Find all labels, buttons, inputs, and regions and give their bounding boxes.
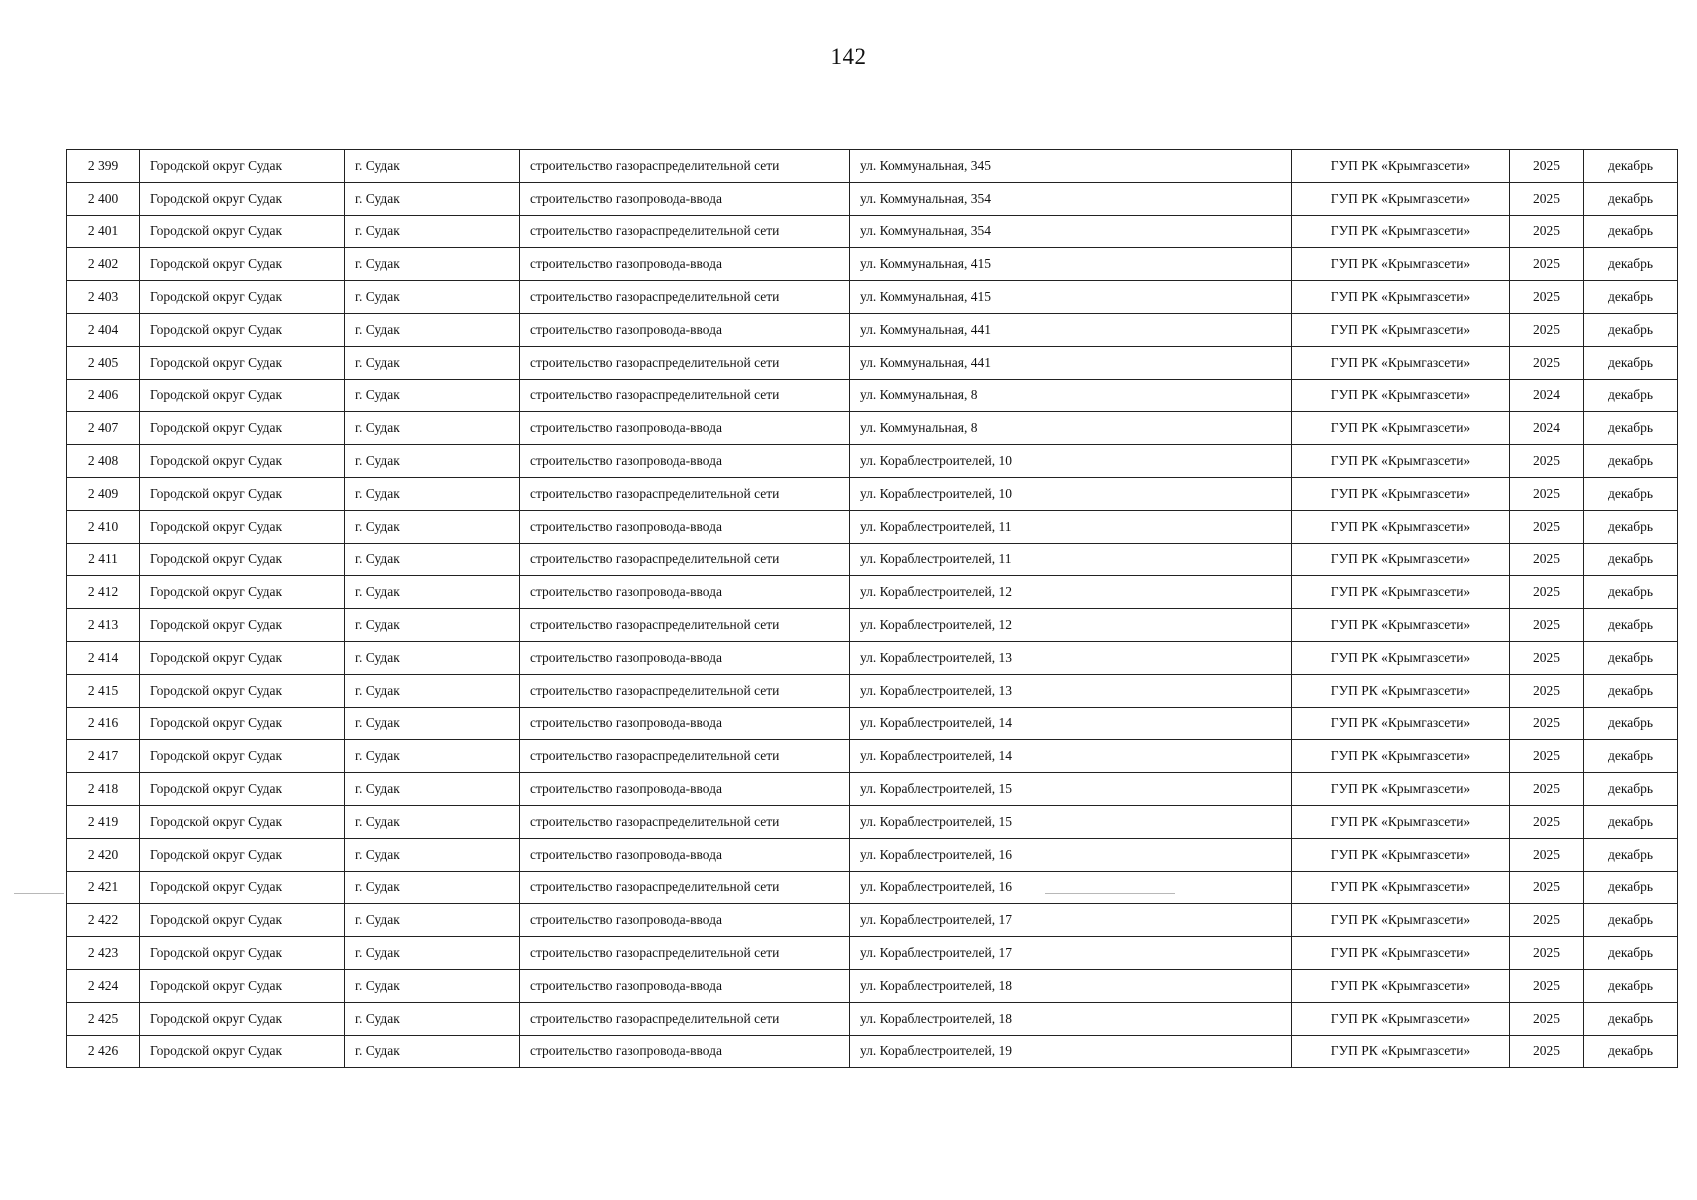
cell-number: 2 419	[67, 805, 140, 838]
cell-number: 2 417	[67, 740, 140, 773]
cell-year: 2025	[1510, 1002, 1584, 1035]
cell-number: 2 420	[67, 838, 140, 871]
cell-number: 2 402	[67, 248, 140, 281]
cell-number: 2 424	[67, 969, 140, 1002]
cell-month: декабрь	[1584, 477, 1678, 510]
cell-address: ул. Коммунальная, 415	[850, 281, 1292, 314]
cell-district: Городской округ Судак	[140, 609, 345, 642]
cell-district: Городской округ Судак	[140, 215, 345, 248]
cell-address: ул. Коммунальная, 8	[850, 412, 1292, 445]
cell-address: ул. Кораблестроителей, 16	[850, 871, 1292, 904]
cell-address: ул. Кораблестроителей, 12	[850, 576, 1292, 609]
cell-district: Городской округ Судак	[140, 1002, 345, 1035]
cell-organization: ГУП РК «Крымгазсети»	[1292, 1002, 1510, 1035]
cell-number: 2 426	[67, 1035, 140, 1068]
cell-address: ул. Коммунальная, 441	[850, 346, 1292, 379]
cell-locality: г. Судак	[345, 215, 520, 248]
cell-year: 2024	[1510, 379, 1584, 412]
table-row	[67, 1035, 1678, 1068]
cell-address: ул. Кораблестроителей, 13	[850, 641, 1292, 674]
cell-work-type: строительство газораспределительной сети	[520, 871, 850, 904]
cell-month: декабрь	[1584, 576, 1678, 609]
cell-year: 2025	[1510, 674, 1584, 707]
cell-number: 2 421	[67, 871, 140, 904]
cell-month: декабрь	[1584, 674, 1678, 707]
cell-locality: г. Судак	[345, 609, 520, 642]
cell-year: 2025	[1510, 281, 1584, 314]
cell-work-type: строительство газораспределительной сети	[520, 805, 850, 838]
cell-locality: г. Судак	[345, 641, 520, 674]
cell-district: Городской округ Судак	[140, 313, 345, 346]
cell-work-type: строительство газораспределительной сети	[520, 609, 850, 642]
cell-locality: г. Судак	[345, 379, 520, 412]
cell-district: Городской округ Судак	[140, 773, 345, 806]
cell-month: декабрь	[1584, 871, 1678, 904]
table-row	[67, 805, 1678, 838]
cell-address: ул. Кораблестроителей, 15	[850, 773, 1292, 806]
cell-year: 2024	[1510, 412, 1584, 445]
cell-address: ул. Коммунальная, 415	[850, 248, 1292, 281]
cell-district: Городской округ Судак	[140, 182, 345, 215]
cell-work-type: строительство газораспределительной сети	[520, 281, 850, 314]
cell-address: ул. Кораблестроителей, 17	[850, 904, 1292, 937]
cell-year: 2025	[1510, 510, 1584, 543]
cell-address: ул. Кораблестроителей, 18	[850, 1002, 1292, 1035]
cell-work-type: строительство газораспределительной сети	[520, 543, 850, 576]
cell-number: 2 411	[67, 543, 140, 576]
cell-district: Городской округ Судак	[140, 641, 345, 674]
cell-organization: ГУП РК «Крымгазсети»	[1292, 937, 1510, 970]
cell-work-type: строительство газораспределительной сети	[520, 379, 850, 412]
cell-district: Городской округ Судак	[140, 379, 345, 412]
cell-number: 2 416	[67, 707, 140, 740]
table-row	[67, 937, 1678, 970]
cell-work-type: строительство газопровода-ввода	[520, 445, 850, 478]
cell-locality: г. Судак	[345, 740, 520, 773]
cell-work-type: строительство газопровода-ввода	[520, 707, 850, 740]
cell-locality: г. Судак	[345, 969, 520, 1002]
cell-address: ул. Коммунальная, 8	[850, 379, 1292, 412]
cell-locality: г. Судак	[345, 346, 520, 379]
cell-district: Городской округ Судак	[140, 510, 345, 543]
cell-year: 2025	[1510, 543, 1584, 576]
table-row	[67, 150, 1678, 183]
cell-district: Городской округ Судак	[140, 904, 345, 937]
cell-district: Городской округ Судак	[140, 871, 345, 904]
cell-district: Городской округ Судак	[140, 346, 345, 379]
cell-year: 2025	[1510, 215, 1584, 248]
table-body	[67, 150, 1678, 1068]
cell-district: Городской округ Судак	[140, 838, 345, 871]
cell-district: Городской округ Судак	[140, 805, 345, 838]
cell-month: декабрь	[1584, 904, 1678, 937]
cell-month: декабрь	[1584, 543, 1678, 576]
cell-number: 2 422	[67, 904, 140, 937]
cell-number: 2 418	[67, 773, 140, 806]
cell-month: декабрь	[1584, 1035, 1678, 1068]
cell-address: ул. Кораблестроителей, 10	[850, 445, 1292, 478]
cell-year: 2025	[1510, 346, 1584, 379]
cell-work-type: строительство газораспределительной сети	[520, 1002, 850, 1035]
cell-month: декабрь	[1584, 182, 1678, 215]
cell-work-type: строительство газопровода-ввода	[520, 773, 850, 806]
cell-address: ул. Коммунальная, 354	[850, 215, 1292, 248]
cell-district: Городской округ Судак	[140, 1035, 345, 1068]
table-row	[67, 182, 1678, 215]
cell-organization: ГУП РК «Крымгазсети»	[1292, 969, 1510, 1002]
table-row	[67, 1002, 1678, 1035]
table-row	[67, 379, 1678, 412]
cell-address: ул. Кораблестроителей, 17	[850, 937, 1292, 970]
cell-year: 2025	[1510, 740, 1584, 773]
cell-district: Городской округ Судак	[140, 477, 345, 510]
cell-locality: г. Судак	[345, 150, 520, 183]
cell-work-type: строительство газораспределительной сети	[520, 740, 850, 773]
cell-address: ул. Кораблестроителей, 10	[850, 477, 1292, 510]
cell-year: 2025	[1510, 805, 1584, 838]
cell-year: 2025	[1510, 641, 1584, 674]
cell-address: ул. Кораблестроителей, 18	[850, 969, 1292, 1002]
cell-address: ул. Кораблестроителей, 19	[850, 1035, 1292, 1068]
table-row	[67, 576, 1678, 609]
cell-work-type: строительство газопровода-ввода	[520, 1035, 850, 1068]
cell-district: Городской округ Судак	[140, 543, 345, 576]
cell-locality: г. Судак	[345, 904, 520, 937]
cell-month: декабрь	[1584, 248, 1678, 281]
cell-organization: ГУП РК «Крымгазсети»	[1292, 805, 1510, 838]
cell-address: ул. Кораблестроителей, 15	[850, 805, 1292, 838]
cell-year: 2025	[1510, 838, 1584, 871]
cell-organization: ГУП РК «Крымгазсети»	[1292, 477, 1510, 510]
cell-year: 2025	[1510, 182, 1584, 215]
cell-organization: ГУП РК «Крымгазсети»	[1292, 215, 1510, 248]
cell-number: 2 423	[67, 937, 140, 970]
cell-organization: ГУП РК «Крымгазсети»	[1292, 248, 1510, 281]
cell-organization: ГУП РК «Крымгазсети»	[1292, 412, 1510, 445]
cell-number: 2 415	[67, 674, 140, 707]
cell-month: декабрь	[1584, 838, 1678, 871]
table-row	[67, 281, 1678, 314]
table-row	[67, 969, 1678, 1002]
cell-locality: г. Судак	[345, 510, 520, 543]
table-row	[67, 412, 1678, 445]
cell-district: Городской округ Судак	[140, 740, 345, 773]
cell-locality: г. Судак	[345, 1035, 520, 1068]
cell-month: декабрь	[1584, 510, 1678, 543]
cell-work-type: строительство газопровода-ввода	[520, 576, 850, 609]
cell-work-type: строительство газопровода-ввода	[520, 313, 850, 346]
cell-number: 2 410	[67, 510, 140, 543]
cell-locality: г. Судак	[345, 773, 520, 806]
cell-work-type: строительство газопровода-ввода	[520, 838, 850, 871]
cell-work-type: строительство газопровода-ввода	[520, 641, 850, 674]
cell-number: 2 406	[67, 379, 140, 412]
cell-year: 2025	[1510, 609, 1584, 642]
table-row	[67, 248, 1678, 281]
cell-month: декабрь	[1584, 937, 1678, 970]
cell-organization: ГУП РК «Крымгазсети»	[1292, 707, 1510, 740]
table-row	[67, 445, 1678, 478]
cell-work-type: строительство газораспределительной сети	[520, 937, 850, 970]
cell-month: декабрь	[1584, 609, 1678, 642]
cell-number: 2 407	[67, 412, 140, 445]
cell-work-type: строительство газопровода-ввода	[520, 510, 850, 543]
cell-organization: ГУП РК «Крымгазсети»	[1292, 674, 1510, 707]
cell-address: ул. Коммунальная, 345	[850, 150, 1292, 183]
cell-number: 2 400	[67, 182, 140, 215]
cell-month: декабрь	[1584, 150, 1678, 183]
cell-month: декабрь	[1584, 773, 1678, 806]
cell-organization: ГУП РК «Крымгазсети»	[1292, 313, 1510, 346]
cell-locality: г. Судак	[345, 838, 520, 871]
table-row	[67, 215, 1678, 248]
cell-year: 2025	[1510, 313, 1584, 346]
cell-work-type: строительство газопровода-ввода	[520, 248, 850, 281]
cell-number: 2 403	[67, 281, 140, 314]
cell-locality: г. Судак	[345, 1002, 520, 1035]
cell-address: ул. Кораблестроителей, 14	[850, 740, 1292, 773]
cell-organization: ГУП РК «Крымгазсети»	[1292, 445, 1510, 478]
cell-locality: г. Судак	[345, 412, 520, 445]
cell-month: декабрь	[1584, 641, 1678, 674]
cell-work-type: строительство газопровода-ввода	[520, 182, 850, 215]
cell-locality: г. Судак	[345, 281, 520, 314]
cell-address: ул. Кораблестроителей, 14	[850, 707, 1292, 740]
cell-district: Городской округ Судак	[140, 445, 345, 478]
cell-work-type: строительство газопровода-ввода	[520, 904, 850, 937]
cell-organization: ГУП РК «Крымгазсети»	[1292, 543, 1510, 576]
cell-locality: г. Судак	[345, 477, 520, 510]
cell-organization: ГУП РК «Крымгазсети»	[1292, 838, 1510, 871]
scan-artifact	[14, 893, 64, 894]
cell-work-type: строительство газораспределительной сети	[520, 215, 850, 248]
cell-year: 2025	[1510, 477, 1584, 510]
cell-organization: ГУП РК «Крымгазсети»	[1292, 281, 1510, 314]
cell-locality: г. Судак	[345, 182, 520, 215]
cell-number: 2 412	[67, 576, 140, 609]
cell-year: 2025	[1510, 871, 1584, 904]
cell-district: Городской округ Судак	[140, 281, 345, 314]
cell-organization: ГУП РК «Крымгазсети»	[1292, 379, 1510, 412]
cell-number: 2 425	[67, 1002, 140, 1035]
cell-locality: г. Судак	[345, 313, 520, 346]
cell-address: ул. Коммунальная, 441	[850, 313, 1292, 346]
cell-locality: г. Судак	[345, 248, 520, 281]
table-row	[67, 674, 1678, 707]
cell-number: 2 409	[67, 477, 140, 510]
cell-organization: ГУП РК «Крымгазсети»	[1292, 1035, 1510, 1068]
cell-work-type: строительство газораспределительной сети	[520, 150, 850, 183]
cell-month: декабрь	[1584, 313, 1678, 346]
cell-district: Городской округ Судак	[140, 576, 345, 609]
cell-month: декабрь	[1584, 969, 1678, 1002]
cell-month: декабрь	[1584, 346, 1678, 379]
cell-number: 2 401	[67, 215, 140, 248]
cell-organization: ГУП РК «Крымгазсети»	[1292, 182, 1510, 215]
cell-number: 2 408	[67, 445, 140, 478]
cell-month: декабрь	[1584, 1002, 1678, 1035]
table-row	[67, 838, 1678, 871]
table-row	[67, 707, 1678, 740]
cell-year: 2025	[1510, 150, 1584, 183]
cell-month: декабрь	[1584, 707, 1678, 740]
cell-organization: ГУП РК «Крымгазсети»	[1292, 904, 1510, 937]
cell-address: ул. Кораблестроителей, 11	[850, 543, 1292, 576]
cell-district: Городской округ Судак	[140, 707, 345, 740]
cell-organization: ГУП РК «Крымгазсети»	[1292, 346, 1510, 379]
cell-month: декабрь	[1584, 412, 1678, 445]
cell-organization: ГУП РК «Крымгазсети»	[1292, 150, 1510, 183]
cell-address: ул. Кораблестроителей, 11	[850, 510, 1292, 543]
cell-district: Городской округ Судак	[140, 674, 345, 707]
cell-year: 2025	[1510, 1035, 1584, 1068]
cell-year: 2025	[1510, 707, 1584, 740]
cell-work-type: строительство газораспределительной сети	[520, 674, 850, 707]
table-row	[67, 871, 1678, 904]
cell-year: 2025	[1510, 904, 1584, 937]
table-row	[67, 740, 1678, 773]
cell-work-type: строительство газораспределительной сети	[520, 346, 850, 379]
cell-organization: ГУП РК «Крымгазсети»	[1292, 510, 1510, 543]
cell-year: 2025	[1510, 969, 1584, 1002]
gasification-table	[66, 149, 1678, 1068]
cell-organization: ГУП РК «Крымгазсети»	[1292, 773, 1510, 806]
table-row	[67, 346, 1678, 379]
cell-locality: г. Судак	[345, 805, 520, 838]
cell-work-type: строительство газопровода-ввода	[520, 412, 850, 445]
cell-locality: г. Судак	[345, 543, 520, 576]
cell-locality: г. Судак	[345, 445, 520, 478]
cell-district: Городской округ Судак	[140, 412, 345, 445]
cell-locality: г. Судак	[345, 937, 520, 970]
cell-month: декабрь	[1584, 281, 1678, 314]
cell-month: декабрь	[1584, 740, 1678, 773]
cell-address: ул. Кораблестроителей, 13	[850, 674, 1292, 707]
page-number: 142	[830, 44, 867, 69]
cell-year: 2025	[1510, 248, 1584, 281]
table-row	[67, 543, 1678, 576]
cell-address: ул. Коммунальная, 354	[850, 182, 1292, 215]
table-row	[67, 609, 1678, 642]
cell-month: декабрь	[1584, 215, 1678, 248]
cell-address: ул. Кораблестроителей, 12	[850, 609, 1292, 642]
cell-district: Городской округ Судак	[140, 969, 345, 1002]
scan-artifact	[1045, 893, 1175, 894]
cell-work-type: строительство газопровода-ввода	[520, 969, 850, 1002]
cell-number: 2 405	[67, 346, 140, 379]
table-row	[67, 773, 1678, 806]
cell-district: Городской округ Судак	[140, 150, 345, 183]
cell-number: 2 399	[67, 150, 140, 183]
cell-number: 2 404	[67, 313, 140, 346]
cell-organization: ГУП РК «Крымгазсети»	[1292, 609, 1510, 642]
cell-year: 2025	[1510, 773, 1584, 806]
cell-number: 2 413	[67, 609, 140, 642]
cell-month: декабрь	[1584, 445, 1678, 478]
cell-year: 2025	[1510, 445, 1584, 478]
cell-locality: г. Судак	[345, 576, 520, 609]
cell-locality: г. Судак	[345, 871, 520, 904]
cell-number: 2 414	[67, 641, 140, 674]
cell-district: Городской округ Судак	[140, 937, 345, 970]
table-row	[67, 641, 1678, 674]
cell-month: декабрь	[1584, 805, 1678, 838]
cell-organization: ГУП РК «Крымгазсети»	[1292, 576, 1510, 609]
cell-organization: ГУП РК «Крымгазсети»	[1292, 740, 1510, 773]
cell-year: 2025	[1510, 576, 1584, 609]
table-row	[67, 510, 1678, 543]
cell-month: декабрь	[1584, 379, 1678, 412]
cell-locality: г. Судак	[345, 707, 520, 740]
table-row	[67, 904, 1678, 937]
cell-organization: ГУП РК «Крымгазсети»	[1292, 641, 1510, 674]
table-row	[67, 477, 1678, 510]
cell-year: 2025	[1510, 937, 1584, 970]
cell-locality: г. Судак	[345, 674, 520, 707]
cell-organization: ГУП РК «Крымгазсети»	[1292, 871, 1510, 904]
cell-district: Городской округ Судак	[140, 248, 345, 281]
cell-work-type: строительство газораспределительной сети	[520, 477, 850, 510]
cell-address: ул. Кораблестроителей, 16	[850, 838, 1292, 871]
table-row	[67, 313, 1678, 346]
